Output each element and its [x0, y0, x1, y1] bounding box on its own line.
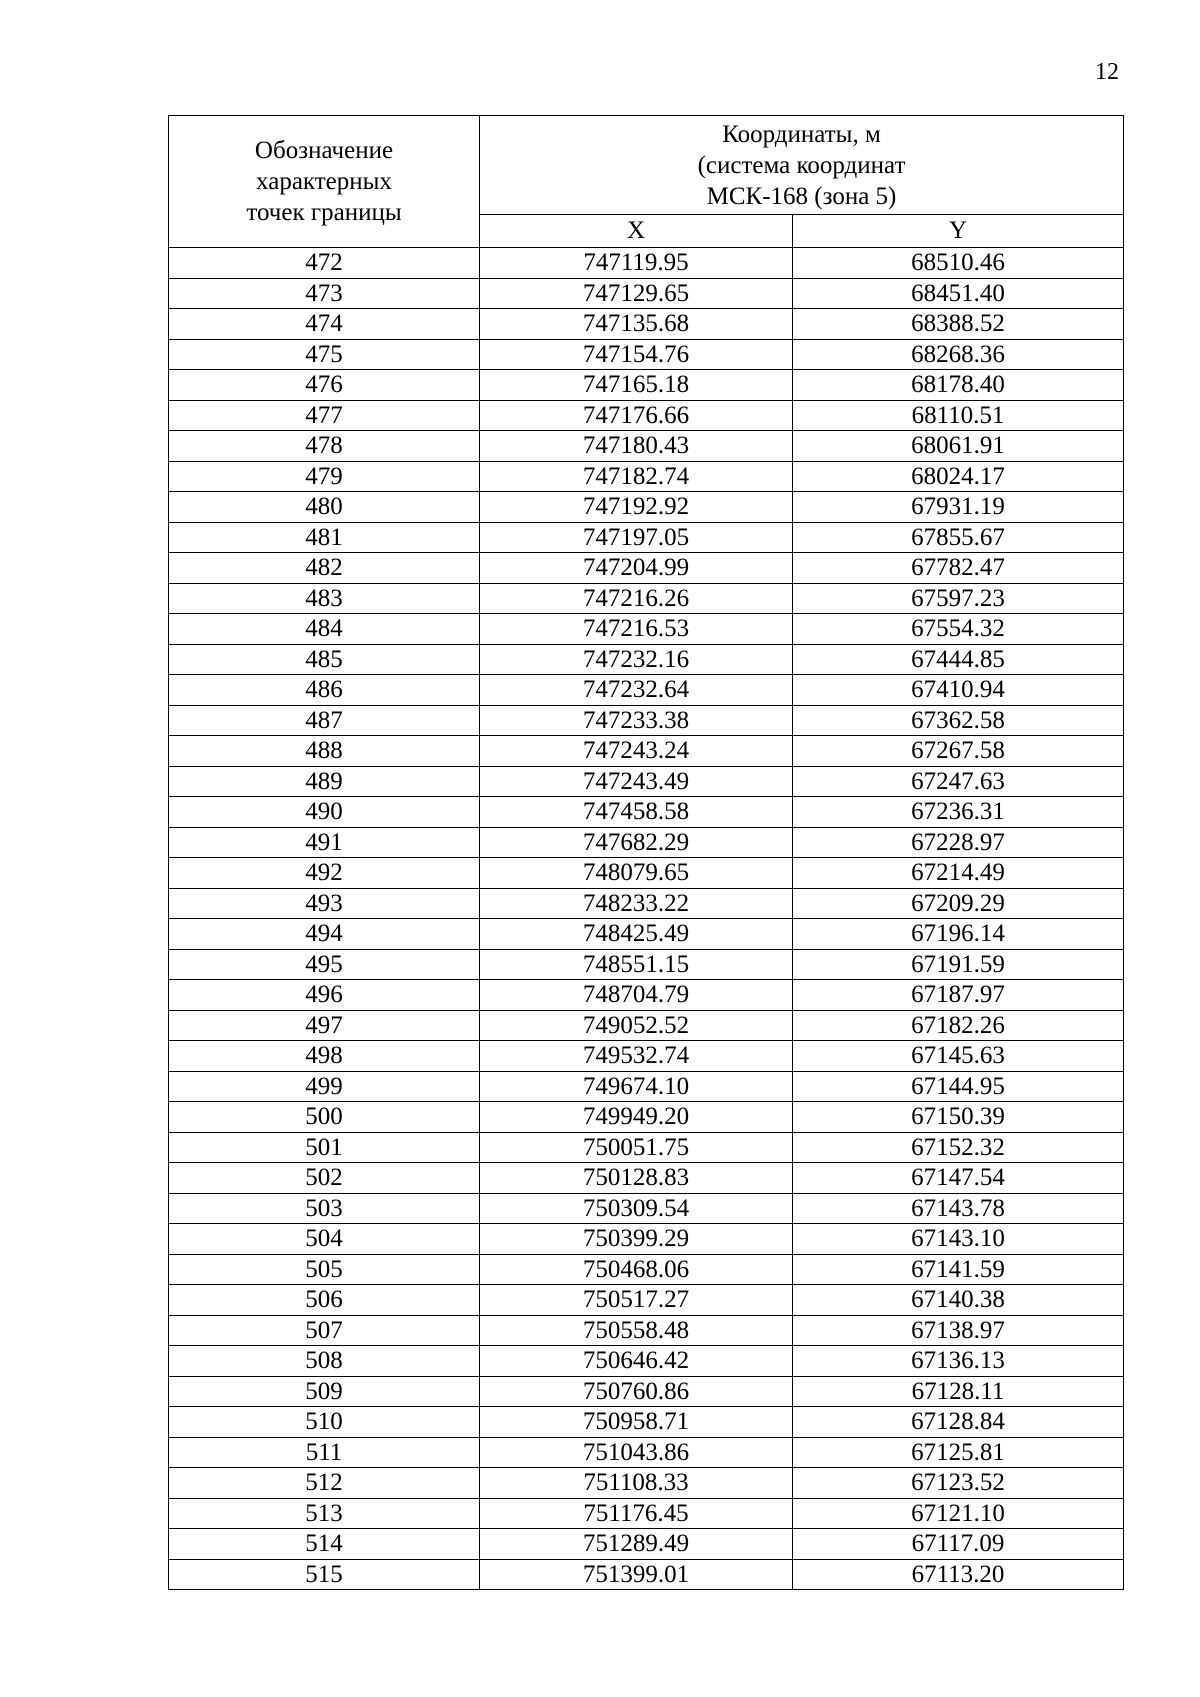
point-number-cell: 511 [169, 1437, 480, 1468]
table-row [169, 614, 1124, 645]
point-number-cell: 487 [169, 705, 480, 736]
point-number-cell: 481 [169, 522, 480, 553]
point-number-cell: 513 [169, 1498, 480, 1529]
point-number-cell: 486 [169, 675, 480, 706]
x-coordinate-cell: 747458.58 [480, 797, 793, 828]
y-coordinate-cell: 67121.10 [793, 1498, 1124, 1529]
table-row [169, 675, 1124, 706]
point-number-cell: 494 [169, 919, 480, 950]
table-row [169, 736, 1124, 767]
table-row [169, 980, 1124, 1011]
page-number: 12 [1095, 59, 1119, 85]
y-coordinate-cell: 67444.85 [793, 644, 1124, 675]
x-coordinate-cell: 747135.68 [480, 309, 793, 340]
y-coordinate-cell: 67140.38 [793, 1285, 1124, 1316]
table-row [169, 1102, 1124, 1133]
point-number-cell: 492 [169, 858, 480, 889]
y-coordinate-cell: 67182.26 [793, 1010, 1124, 1041]
table-row [169, 1071, 1124, 1102]
y-coordinate-cell: 67152.32 [793, 1132, 1124, 1163]
x-coordinate-cell: 747154.76 [480, 339, 793, 370]
point-number-cell: 476 [169, 370, 480, 401]
y-coordinate-cell: 68268.36 [793, 339, 1124, 370]
y-coordinate-cell: 67128.11 [793, 1376, 1124, 1407]
point-number-cell: 506 [169, 1285, 480, 1316]
table-row [169, 1224, 1124, 1255]
x-coordinate-cell: 748233.22 [480, 888, 793, 919]
x-coordinate-cell: 747216.26 [480, 583, 793, 614]
y-coordinate-cell: 67187.97 [793, 980, 1124, 1011]
table-row [169, 492, 1124, 523]
point-designation-header [169, 116, 480, 248]
y-coordinate-cell: 67136.13 [793, 1346, 1124, 1377]
x-coordinate-cell: 751043.86 [480, 1437, 793, 1468]
point-number-cell: 497 [169, 1010, 480, 1041]
y-coordinate-cell: 68388.52 [793, 309, 1124, 340]
y-coordinate-cell: 67597.23 [793, 583, 1124, 614]
x-coordinate-cell: 749052.52 [480, 1010, 793, 1041]
table-row [169, 1559, 1124, 1590]
y-coordinate-cell: 67113.20 [793, 1559, 1124, 1590]
point-number-cell: 472 [169, 248, 480, 279]
x-coordinate-cell: 749949.20 [480, 1102, 793, 1133]
point-number-cell: 478 [169, 431, 480, 462]
table-row [169, 583, 1124, 614]
x-column-header: X [480, 215, 793, 248]
point-number-cell: 485 [169, 644, 480, 675]
point-number-cell: 514 [169, 1529, 480, 1560]
table-row [169, 278, 1124, 309]
table-row [169, 1407, 1124, 1438]
x-coordinate-cell: 750646.42 [480, 1346, 793, 1377]
x-coordinate-cell: 750958.71 [480, 1407, 793, 1438]
point-number-cell: 483 [169, 583, 480, 614]
table-row [169, 644, 1124, 675]
point-number-cell: 499 [169, 1071, 480, 1102]
point-header-line-3: точек границы [246, 199, 402, 226]
point-number-cell: 504 [169, 1224, 480, 1255]
y-coordinate-cell: 67147.54 [793, 1163, 1124, 1194]
y-coordinate-cell: 67143.78 [793, 1193, 1124, 1224]
point-header-line-1: Обозначение [254, 137, 394, 164]
table-row [169, 1132, 1124, 1163]
y-coordinate-cell: 67931.19 [793, 492, 1124, 523]
y-coordinate-cell: 67191.59 [793, 949, 1124, 980]
point-number-cell: 490 [169, 797, 480, 828]
x-coordinate-cell: 747182.74 [480, 461, 793, 492]
table-row [169, 949, 1124, 980]
y-coordinate-cell: 67209.29 [793, 888, 1124, 919]
point-header-line-2: характерных [256, 168, 392, 195]
point-number-cell: 484 [169, 614, 480, 645]
table-row [169, 309, 1124, 340]
x-coordinate-cell: 747233.38 [480, 705, 793, 736]
coord-header-line-2: (система координат [697, 151, 906, 179]
table-row [169, 919, 1124, 950]
x-coordinate-cell: 747232.16 [480, 644, 793, 675]
table-row [169, 797, 1124, 828]
table-row [169, 1193, 1124, 1224]
table-row [169, 766, 1124, 797]
table-row [169, 1254, 1124, 1285]
point-number-cell: 475 [169, 339, 480, 370]
y-coordinate-cell: 68510.46 [793, 248, 1124, 279]
point-number-cell: 491 [169, 827, 480, 858]
y-coordinate-cell: 67196.14 [793, 919, 1124, 950]
x-coordinate-cell: 751289.49 [480, 1529, 793, 1560]
coordinates-header [480, 116, 1124, 215]
x-coordinate-cell: 747243.24 [480, 736, 793, 767]
point-number-cell: 502 [169, 1163, 480, 1194]
y-coordinate-cell: 67236.31 [793, 797, 1124, 828]
point-number-cell: 496 [169, 980, 480, 1011]
coordinates-table [168, 115, 1124, 1590]
point-number-cell: 505 [169, 1254, 480, 1285]
point-number-cell: 479 [169, 461, 480, 492]
y-coordinate-cell: 67150.39 [793, 1102, 1124, 1133]
point-number-cell: 501 [169, 1132, 480, 1163]
point-number-cell: 498 [169, 1041, 480, 1072]
y-coordinate-cell: 67123.52 [793, 1468, 1124, 1499]
x-coordinate-cell: 750399.29 [480, 1224, 793, 1255]
y-coordinate-cell: 67144.95 [793, 1071, 1124, 1102]
x-coordinate-cell: 748704.79 [480, 980, 793, 1011]
table-row [169, 1285, 1124, 1316]
table-row [169, 248, 1124, 279]
table-row [169, 1376, 1124, 1407]
x-coordinate-cell: 750468.06 [480, 1254, 793, 1285]
y-coordinate-cell: 68061.91 [793, 431, 1124, 462]
y-coordinate-cell: 67855.67 [793, 522, 1124, 553]
table-row [169, 522, 1124, 553]
table-header [169, 116, 1124, 248]
point-number-cell: 500 [169, 1102, 480, 1133]
coord-header-line-1: Координаты, м [722, 120, 881, 148]
table-row [169, 1437, 1124, 1468]
table-row [169, 1010, 1124, 1041]
coord-header-line-3: МСК-168 (зона 5) [706, 182, 897, 210]
point-number-cell: 507 [169, 1315, 480, 1346]
point-number-cell: 474 [169, 309, 480, 340]
x-coordinate-cell: 747216.53 [480, 614, 793, 645]
x-coordinate-cell: 750309.54 [480, 1193, 793, 1224]
table-row [169, 1163, 1124, 1194]
x-coordinate-cell: 750760.86 [480, 1376, 793, 1407]
table-row [169, 431, 1124, 462]
x-coordinate-cell: 747129.65 [480, 278, 793, 309]
table-row [169, 553, 1124, 584]
y-coordinate-cell: 68178.40 [793, 370, 1124, 401]
x-coordinate-cell: 747165.18 [480, 370, 793, 401]
y-coordinate-cell: 67145.63 [793, 1041, 1124, 1072]
y-column-header: Y [793, 215, 1124, 248]
x-coordinate-cell: 750517.27 [480, 1285, 793, 1316]
x-coordinate-cell: 747204.99 [480, 553, 793, 584]
y-coordinate-cell: 67128.84 [793, 1407, 1124, 1438]
point-number-cell: 488 [169, 736, 480, 767]
y-coordinate-cell: 67410.94 [793, 675, 1124, 706]
point-number-cell: 515 [169, 1559, 480, 1590]
table-row [169, 705, 1124, 736]
table-row [169, 400, 1124, 431]
y-coordinate-cell: 67125.81 [793, 1437, 1124, 1468]
y-coordinate-cell: 67138.97 [793, 1315, 1124, 1346]
x-coordinate-cell: 751176.45 [480, 1498, 793, 1529]
table-row [169, 1529, 1124, 1560]
x-coordinate-cell: 747176.66 [480, 400, 793, 431]
point-number-cell: 489 [169, 766, 480, 797]
x-coordinate-cell: 748425.49 [480, 919, 793, 950]
table-row [169, 370, 1124, 401]
y-coordinate-cell: 67117.09 [793, 1529, 1124, 1560]
x-coordinate-cell: 751108.33 [480, 1468, 793, 1499]
table-row [169, 1498, 1124, 1529]
x-coordinate-cell: 750558.48 [480, 1315, 793, 1346]
x-coordinate-cell: 748079.65 [480, 858, 793, 889]
y-coordinate-cell: 67362.58 [793, 705, 1124, 736]
x-coordinate-cell: 751399.01 [480, 1559, 793, 1590]
point-number-cell: 509 [169, 1376, 480, 1407]
table-row [169, 1041, 1124, 1072]
x-coordinate-cell: 747119.95 [480, 248, 793, 279]
x-coordinate-cell: 750128.83 [480, 1163, 793, 1194]
table-row [169, 1315, 1124, 1346]
x-coordinate-cell: 750051.75 [480, 1132, 793, 1163]
y-coordinate-cell: 67141.59 [793, 1254, 1124, 1285]
y-coordinate-cell: 67247.63 [793, 766, 1124, 797]
y-coordinate-cell: 67228.97 [793, 827, 1124, 858]
x-coordinate-cell: 747197.05 [480, 522, 793, 553]
y-coordinate-cell: 68451.40 [793, 278, 1124, 309]
table-row [169, 858, 1124, 889]
y-coordinate-cell: 67214.49 [793, 858, 1124, 889]
x-coordinate-cell: 747243.49 [480, 766, 793, 797]
x-coordinate-cell: 747192.92 [480, 492, 793, 523]
point-number-cell: 477 [169, 400, 480, 431]
y-coordinate-cell: 68024.17 [793, 461, 1124, 492]
table-row [169, 1468, 1124, 1499]
point-number-cell: 480 [169, 492, 480, 523]
x-coordinate-cell: 749674.10 [480, 1071, 793, 1102]
point-number-cell: 510 [169, 1407, 480, 1438]
x-coordinate-cell: 748551.15 [480, 949, 793, 980]
table-row [169, 1346, 1124, 1377]
point-number-cell: 495 [169, 949, 480, 980]
x-coordinate-cell: 747180.43 [480, 431, 793, 462]
table-row [169, 339, 1124, 370]
point-number-cell: 482 [169, 553, 480, 584]
table-row [169, 461, 1124, 492]
y-coordinate-cell: 67267.58 [793, 736, 1124, 767]
y-coordinate-cell: 68110.51 [793, 400, 1124, 431]
x-coordinate-cell: 749532.74 [480, 1041, 793, 1072]
y-coordinate-cell: 67554.32 [793, 614, 1124, 645]
y-coordinate-cell: 67782.47 [793, 553, 1124, 584]
point-number-cell: 493 [169, 888, 480, 919]
point-number-cell: 508 [169, 1346, 480, 1377]
table-body [169, 248, 1124, 1590]
point-number-cell: 503 [169, 1193, 480, 1224]
y-coordinate-cell: 67143.10 [793, 1224, 1124, 1255]
x-coordinate-cell: 747232.64 [480, 675, 793, 706]
x-coordinate-cell: 747682.29 [480, 827, 793, 858]
table-row [169, 827, 1124, 858]
point-number-cell: 512 [169, 1468, 480, 1499]
point-number-cell: 473 [169, 278, 480, 309]
table-row [169, 888, 1124, 919]
